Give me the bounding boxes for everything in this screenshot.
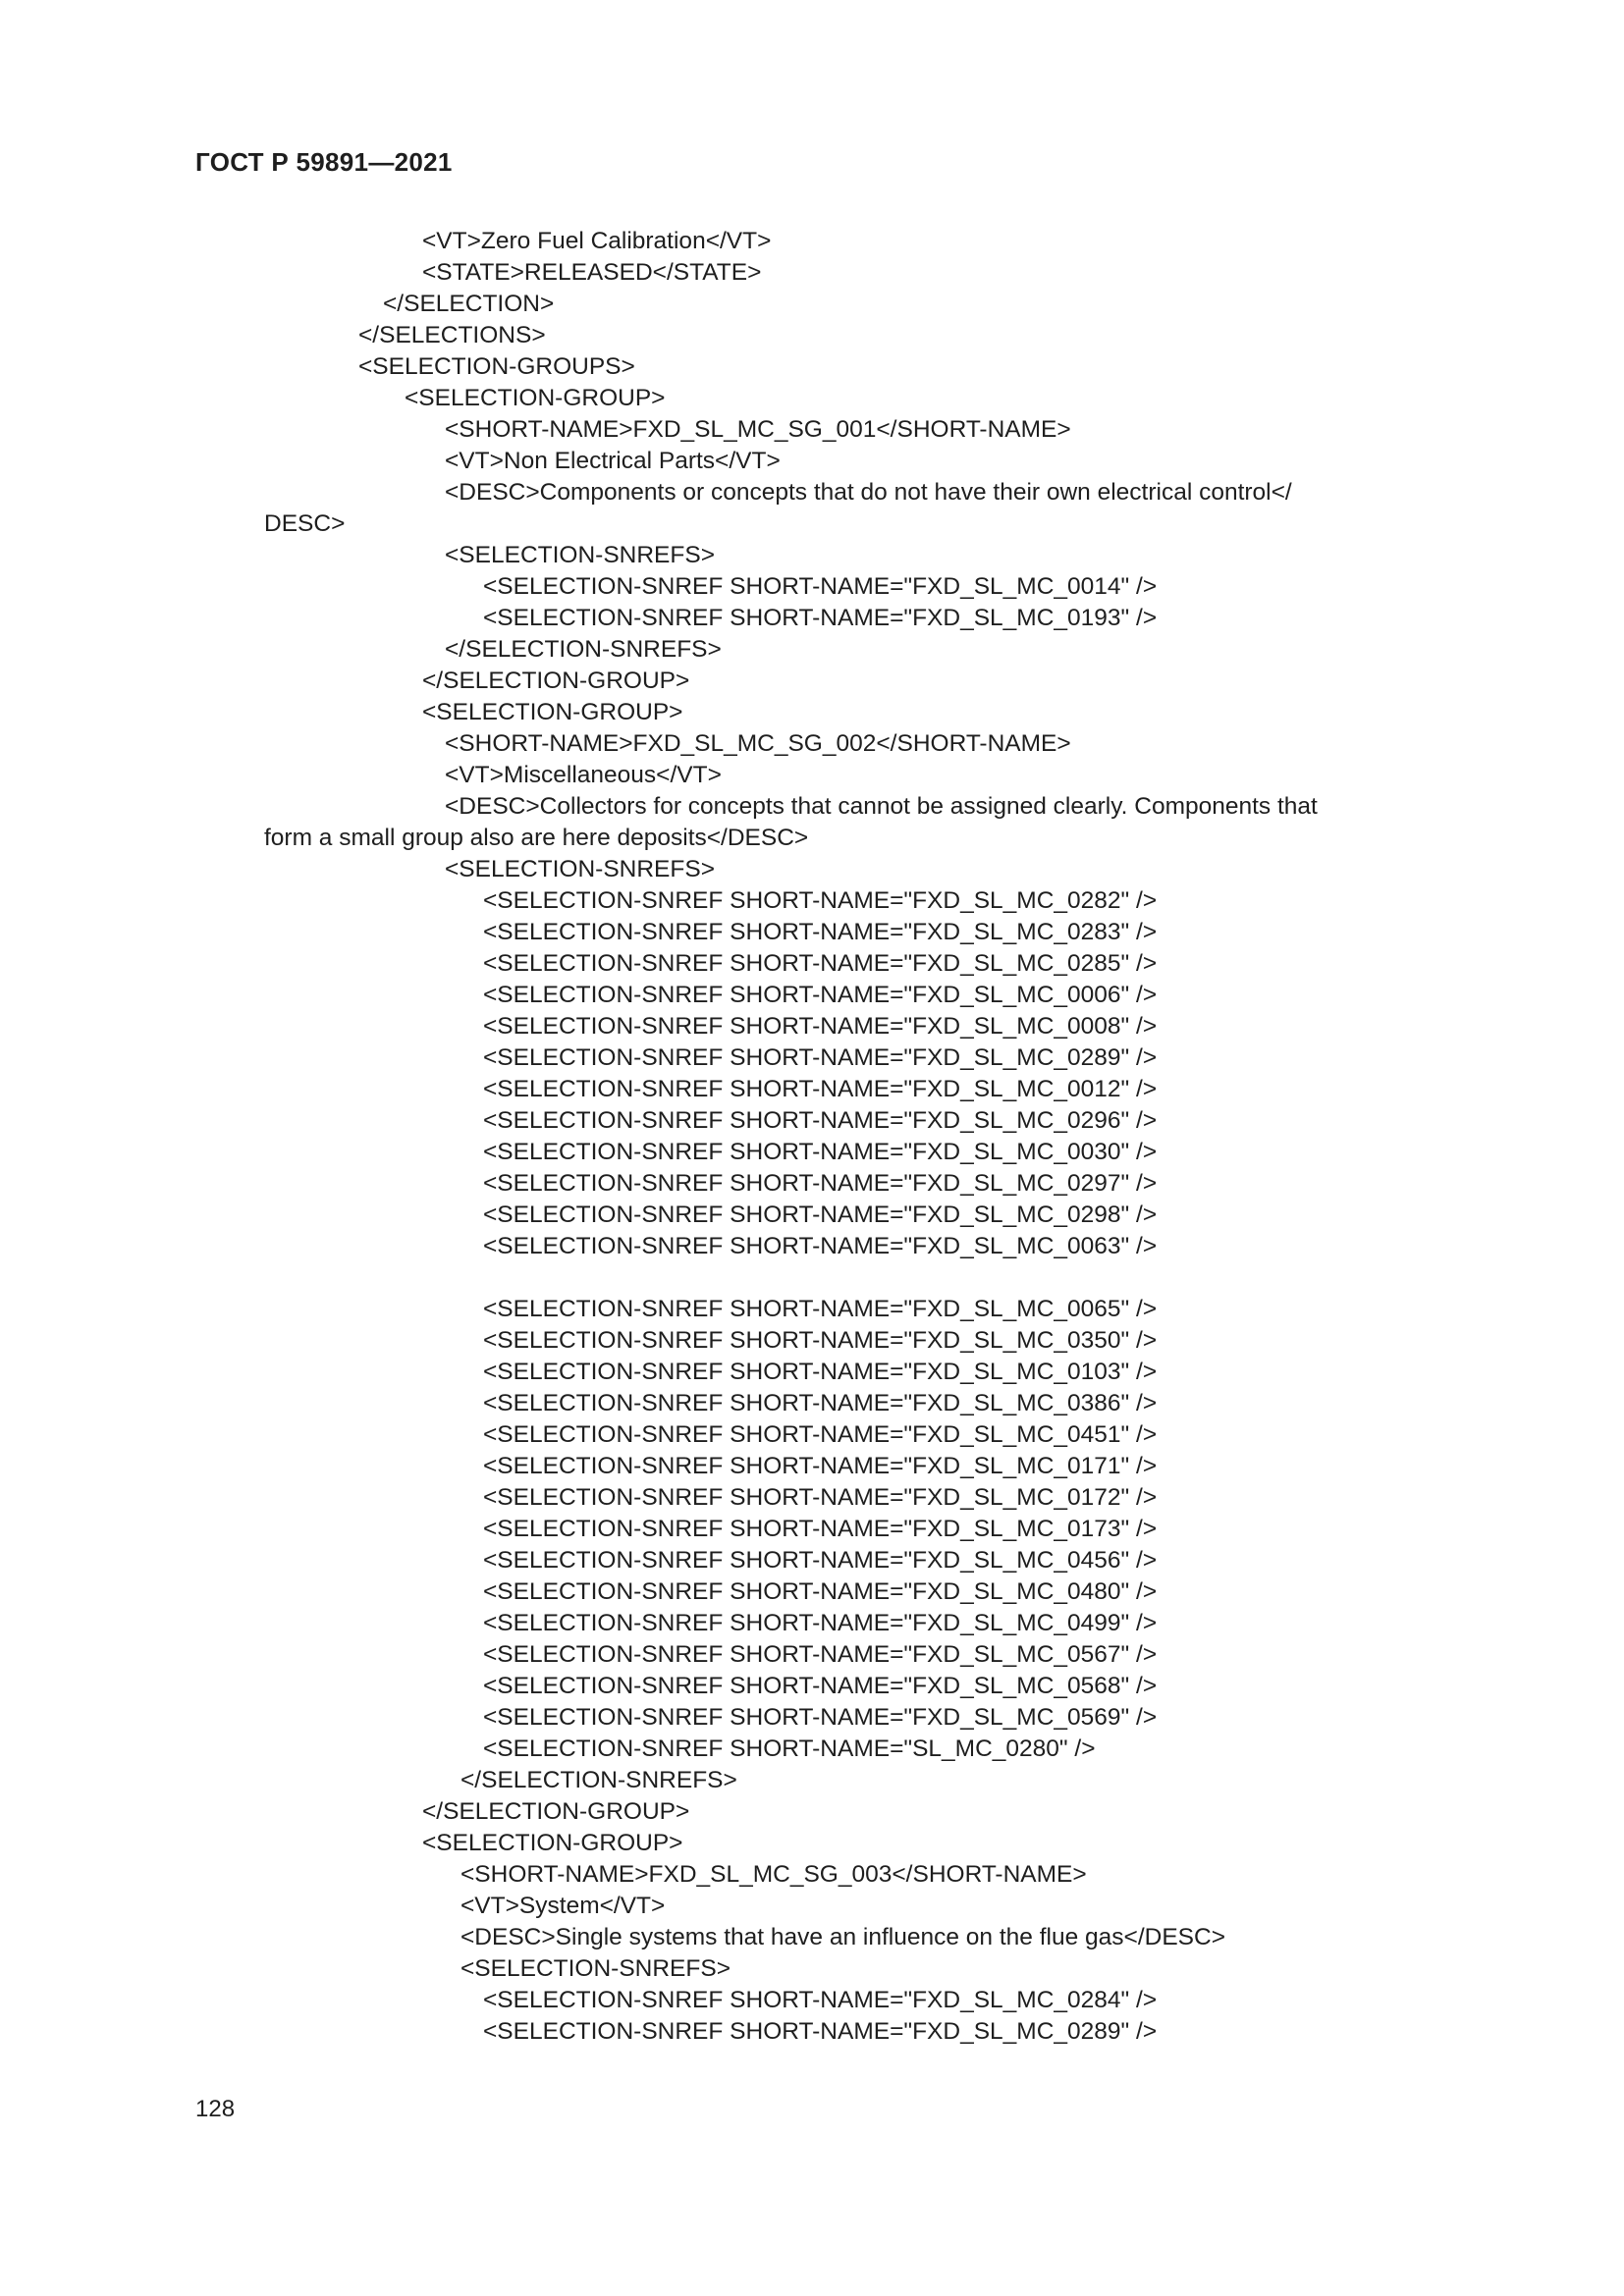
code-line: <SELECTION-SNREF SHORT-NAME="FXD_SL_MC_0298" />	[483, 1201, 1158, 1228]
code-line: <SELECTION-SNREF SHORT-NAME="FXD_SL_MC_0285" />	[483, 950, 1158, 977]
code-line: <SELECTION-SNREF SHORT-NAME="FXD_SL_MC_0456" />	[483, 1547, 1158, 1574]
code-line: <SELECTION-SNREF SHORT-NAME="FXD_SL_MC_0499" />	[483, 1610, 1158, 1636]
code-line: <SELECTION-SNREF SHORT-NAME="FXD_SL_MC_0296" />	[483, 1107, 1158, 1134]
code-line: <SELECTION-SNREF SHORT-NAME="FXD_SL_MC_0567" />	[483, 1641, 1158, 1668]
code-line: <SELECTION-SNREF SHORT-NAME="FXD_SL_MC_0012" />	[483, 1076, 1158, 1102]
code-line: <SELECTION-SNREFS>	[445, 542, 716, 568]
code-line: <SELECTION-SNREF SHORT-NAME="FXD_SL_MC_0171" />	[483, 1453, 1158, 1479]
code-line: <SELECTION-SNREF SHORT-NAME="FXD_SL_MC_0283" />	[483, 919, 1158, 945]
code-line: <VT>Miscellaneous</VT>	[445, 762, 722, 788]
code-line: <SHORT-NAME>FXD_SL_MC_SG_001</SHORT-NAME>	[445, 416, 1071, 443]
code-line: </SELECTION-SNREFS>	[445, 636, 722, 663]
code-line: <SELECTION-SNREF SHORT-NAME="FXD_SL_MC_0297" />	[483, 1170, 1158, 1197]
code-line: <SELECTION-SNREF SHORT-NAME="FXD_SL_MC_0480" />	[483, 1578, 1158, 1605]
code-line: <SHORT-NAME>FXD_SL_MC_SG_003</SHORT-NAME>	[460, 1861, 1087, 1888]
code-line: <SELECTION-SNREF SHORT-NAME="FXD_SL_MC_0568" />	[483, 1673, 1158, 1699]
code-line: DESC>	[264, 510, 346, 537]
code-line: <SELECTION-GROUP>	[422, 699, 683, 725]
code-line: <SELECTION-SNREFS>	[460, 1955, 731, 1982]
code-line: <SELECTION-SNREF SHORT-NAME="FXD_SL_MC_0006" />	[483, 982, 1158, 1008]
code-line: <SELECTION-GROUPS>	[358, 353, 635, 380]
code-line: <SELECTION-SNREF SHORT-NAME="FXD_SL_MC_0569" />	[483, 1704, 1158, 1731]
code-line: <DESC>Components or concepts that do not have their own electrical control</	[445, 479, 1292, 506]
code-line: <SELECTION-SNREF SHORT-NAME="FXD_SL_MC_0063" />	[483, 1233, 1158, 1259]
code-line: </SELECTIONS>	[358, 322, 546, 348]
code-line: <DESC>Single systems that have an influence on the flue gas</DESC>	[460, 1924, 1226, 1950]
code-line: </SELECTION-GROUP>	[422, 667, 690, 694]
code-line: <STATE>RELEASED</STATE>	[422, 259, 762, 286]
code-line: <SELECTION-SNREF SHORT-NAME="SL_MC_0280" />	[483, 1735, 1096, 1762]
code-line: <SELECTION-SNREF SHORT-NAME="FXD_SL_MC_0008" />	[483, 1013, 1158, 1040]
code-line: <SELECTION-GROUP>	[422, 1830, 683, 1856]
code-line: <SELECTION-SNREF SHORT-NAME="FXD_SL_MC_0289" />	[483, 1044, 1158, 1071]
code-line: <SELECTION-SNREF SHORT-NAME="FXD_SL_MC_0193" />	[483, 605, 1158, 631]
document-header: ГОСТ Р 59891—2021	[195, 147, 453, 177]
page-number: 128	[195, 2096, 236, 2122]
code-line: <SELECTION-SNREF SHORT-NAME="FXD_SL_MC_0284" />	[483, 1987, 1158, 2013]
code-line: <SELECTION-SNREF SHORT-NAME="FXD_SL_MC_0173" />	[483, 1516, 1158, 1542]
code-line: <SELECTION-SNREF SHORT-NAME="FXD_SL_MC_0282" />	[483, 887, 1158, 914]
code-line: <SELECTION-SNREFS>	[445, 856, 716, 882]
code-line: </SELECTION-SNREFS>	[460, 1767, 737, 1793]
code-line: <SELECTION-SNREF SHORT-NAME="FXD_SL_MC_0451" />	[483, 1421, 1158, 1448]
code-line: <DESC>Collectors for concepts that cannot be assigned clearly. Components that	[445, 793, 1318, 820]
code-line: <SELECTION-SNREF SHORT-NAME="FXD_SL_MC_0103" />	[483, 1359, 1158, 1385]
code-line: </SELECTION>	[383, 291, 555, 317]
code-line: <SELECTION-SNREF SHORT-NAME="FXD_SL_MC_0014" />	[483, 573, 1158, 600]
code-line: <SELECTION-SNREF SHORT-NAME="FXD_SL_MC_0386" />	[483, 1390, 1158, 1416]
code-line: </SELECTION-GROUP>	[422, 1798, 690, 1825]
code-line: <VT>Zero Fuel Calibration</VT>	[422, 228, 772, 254]
code-line: <SELECTION-GROUP>	[405, 385, 666, 411]
code-line: <SELECTION-SNREF SHORT-NAME="FXD_SL_MC_0065" />	[483, 1296, 1158, 1322]
code-line: <SHORT-NAME>FXD_SL_MC_SG_002</SHORT-NAME>	[445, 730, 1071, 757]
code-line: <SELECTION-SNREF SHORT-NAME="FXD_SL_MC_0289" />	[483, 2018, 1158, 2045]
code-line: <VT>Non Electrical Parts</VT>	[445, 448, 781, 474]
code-line: <SELECTION-SNREF SHORT-NAME="FXD_SL_MC_0172" />	[483, 1484, 1158, 1511]
code-line: <SELECTION-SNREF SHORT-NAME="FXD_SL_MC_0030" />	[483, 1139, 1158, 1165]
code-line: <SELECTION-SNREF SHORT-NAME="FXD_SL_MC_0350" />	[483, 1327, 1158, 1354]
code-line: form a small group also are here deposits</DESC>	[264, 825, 809, 851]
code-line: <VT>System</VT>	[460, 1893, 666, 1919]
